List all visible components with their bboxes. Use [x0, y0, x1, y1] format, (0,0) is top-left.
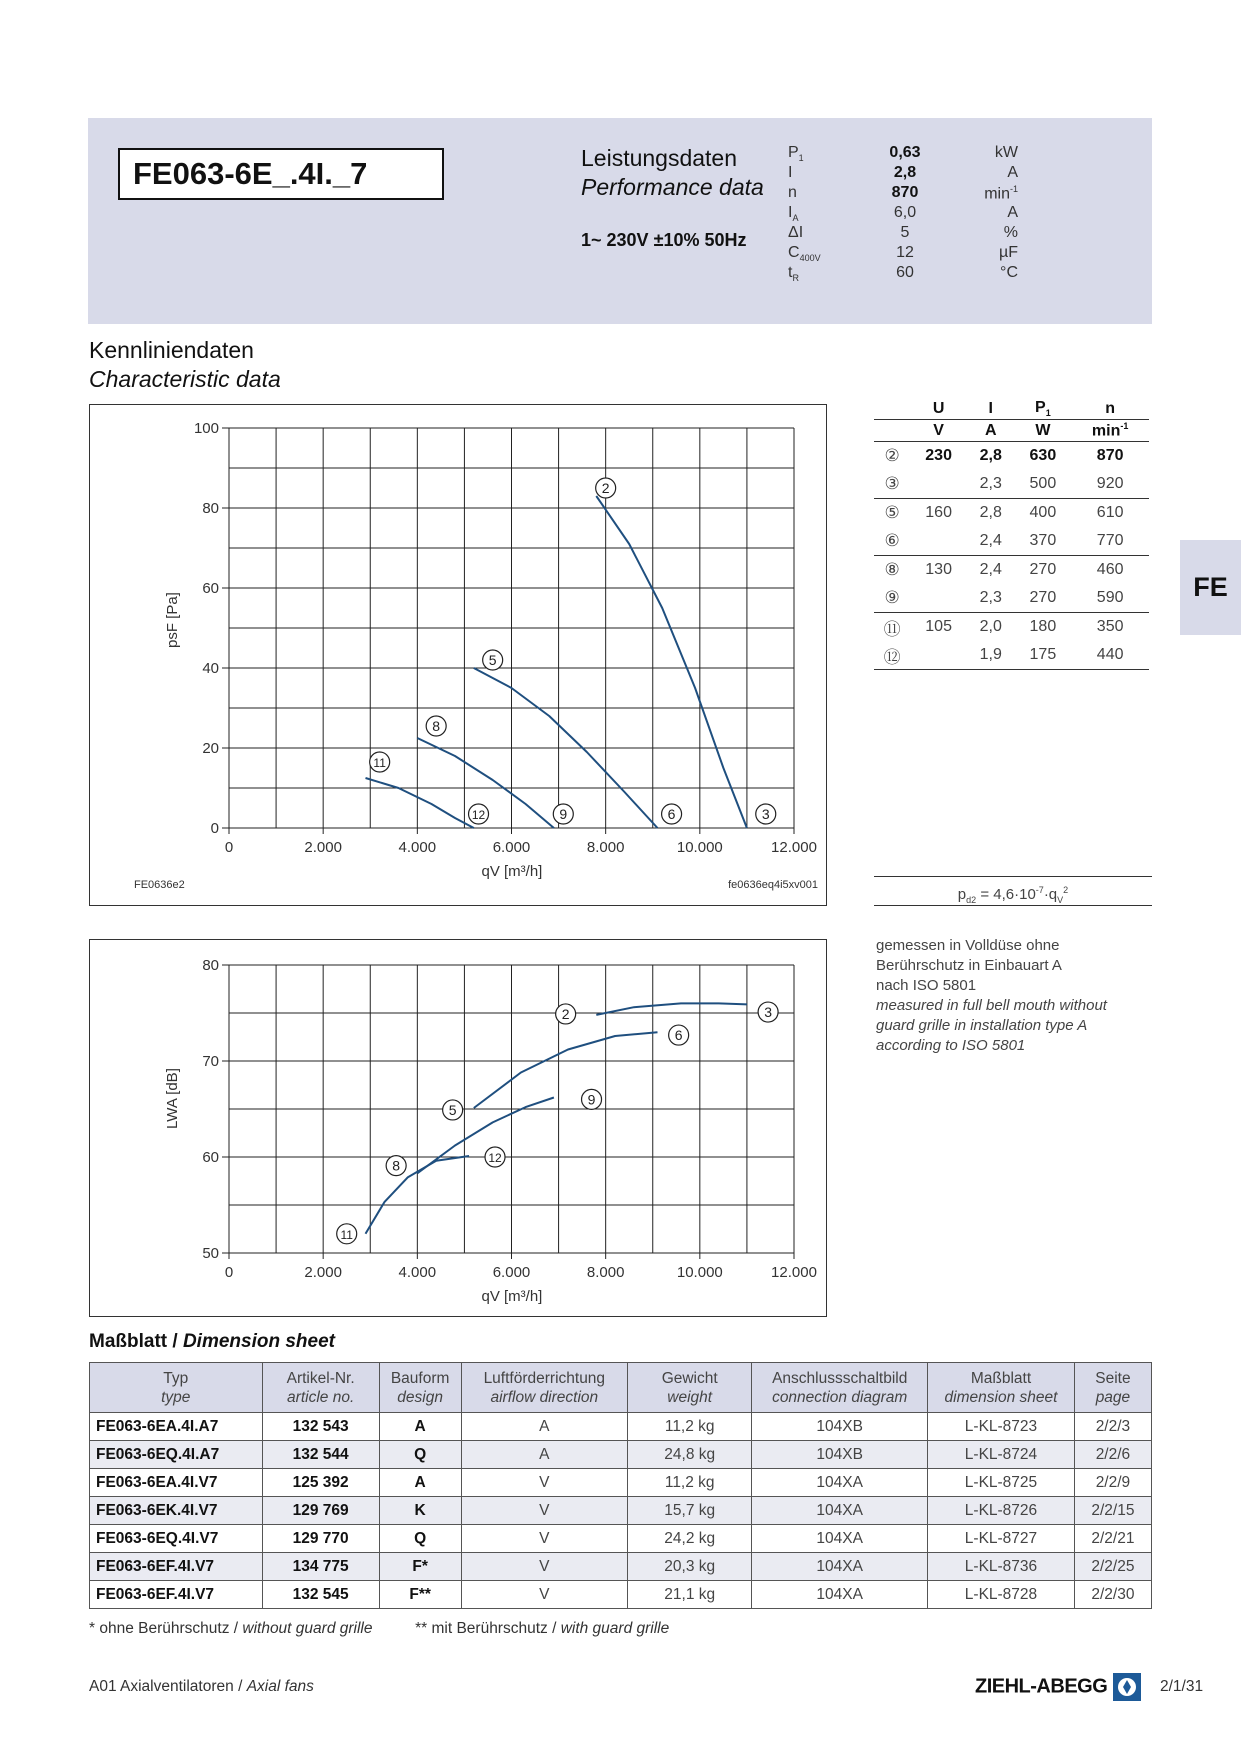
dimension-cell: 2/2/21	[1074, 1525, 1151, 1553]
y-tick-label: 20	[202, 740, 219, 757]
curve-label-text: 2	[601, 480, 610, 496]
dimension-cell: FE063-6EA.4I.V7	[90, 1469, 263, 1497]
param-row	[788, 204, 1018, 224]
param-value: 60	[896, 264, 914, 281]
characteristic-cell-p: 175	[1029, 646, 1057, 663]
x-tick-label: 0	[224, 839, 234, 856]
param-row	[788, 224, 1018, 244]
param-value: 2,8	[893, 164, 917, 181]
curve-label-2	[596, 478, 616, 498]
dimension-header-cell	[1074, 1363, 1151, 1413]
curve-label-5	[443, 1100, 463, 1120]
unit-p: W	[1014, 420, 1071, 442]
footer-category	[89, 1678, 314, 1696]
characteristic-title-en: Characteristic data	[89, 366, 281, 392]
unit-u: V	[910, 420, 967, 442]
dimension-row	[90, 1441, 1152, 1469]
param-unit: $\min^{-1}$	[984, 184, 1018, 203]
characteristic-cell-u	[910, 641, 967, 670]
x-tick-label: 2.000	[304, 839, 342, 856]
dimension-title: Maßblatt / Dimension sheet	[89, 1331, 335, 1352]
series-line-11	[366, 778, 474, 828]
characteristic-cell-i: 2,4	[979, 532, 1002, 549]
param-row	[788, 264, 1018, 284]
characteristic-title-de: Kennliniendaten	[89, 337, 254, 363]
col-id	[874, 398, 910, 420]
brand-name: ZIEHL-ABEGG	[975, 1675, 1108, 1698]
curve-label-2	[556, 1004, 576, 1024]
footnote-b: ** mit Berührschutz /	[415, 1620, 561, 1637]
characteristic-table-body	[874, 442, 1149, 672]
curve-label-11	[337, 1224, 357, 1244]
x-tick-label: 2.000	[304, 1264, 342, 1281]
curve-label-text: 9	[587, 1091, 596, 1108]
dimension-cell: 2/2/9	[1074, 1469, 1151, 1497]
unit-id	[874, 420, 910, 442]
curve-label-6	[669, 1025, 689, 1045]
dimension-cell: 2/2/30	[1074, 1581, 1151, 1609]
curve-label-text: 3	[761, 806, 770, 822]
characteristic-title	[89, 336, 281, 394]
characteristic-row	[874, 641, 1149, 670]
dimension-cell: 104XB	[752, 1441, 928, 1469]
header-en: type	[161, 1388, 191, 1406]
note-line: according to ISO 5801	[876, 1037, 1026, 1054]
x-axis-label: qV [m³/h]	[481, 1288, 543, 1305]
param-unit: °C	[1000, 264, 1018, 281]
dimension-cell: 104XB	[752, 1413, 928, 1441]
curve-label-text: 8	[392, 1157, 401, 1174]
dimension-cell: V	[461, 1581, 628, 1609]
note-line: guard grille in installation type A	[876, 1017, 1088, 1034]
dimension-cell: 104XA	[752, 1581, 928, 1609]
y-tick-label: 70	[202, 1053, 219, 1070]
dimension-header-cell	[379, 1363, 461, 1413]
brand-icon	[1112, 1672, 1142, 1702]
dimension-cell: 21,1 kg	[628, 1581, 752, 1609]
footer-category-en: Axial fans	[246, 1678, 314, 1695]
dimension-title-de: Maßblatt	[89, 1331, 168, 1352]
curve-label-3	[756, 804, 776, 824]
curve-label-text: 12	[471, 808, 486, 822]
header-en: airflow direction	[490, 1388, 599, 1406]
x-tick-label: 12.000	[771, 1264, 817, 1281]
dimension-cell: A	[461, 1441, 628, 1469]
characteristic-cell-n: 920	[1096, 475, 1124, 492]
curve-label-text: 5	[448, 1101, 457, 1118]
characteristic-cell-id: ②	[874, 442, 910, 471]
param-symbol: n	[788, 184, 797, 201]
dimension-header-cell	[262, 1363, 379, 1413]
header-de: Typ	[163, 1369, 189, 1387]
dimension-cell: L-KL-8723	[928, 1413, 1075, 1441]
col-p: $P_1$	[1035, 398, 1051, 419]
dimension-cell: L-KL-8724	[928, 1441, 1075, 1469]
note-line: measured in full bell mouth without	[876, 997, 1107, 1014]
curve-label-text: 11	[340, 1227, 353, 1242]
characteristic-cell-n: 460	[1071, 556, 1149, 585]
param-row	[788, 244, 1018, 264]
x-tick-label: 12.000	[771, 839, 817, 856]
characteristic-cell-i: 2,3	[979, 475, 1002, 492]
param-row	[788, 144, 1018, 164]
header-en: dimension sheet	[944, 1388, 1058, 1406]
unit-n: $\min^{-1}$	[1071, 420, 1149, 442]
characteristic-cell-id: ③	[884, 474, 900, 493]
header-en: connection diagram	[772, 1388, 908, 1406]
header-de: Maßblatt	[970, 1369, 1032, 1387]
y-tick-label: 0	[210, 820, 219, 837]
dimension-cell: 104XA	[752, 1525, 928, 1553]
col-i: I	[988, 399, 993, 417]
dimension-cell: 132 543	[262, 1413, 379, 1441]
characteristic-cell-n: 440	[1096, 646, 1124, 663]
header-en: article no.	[287, 1388, 355, 1406]
characteristic-cell-i: 2,0	[967, 613, 1014, 642]
characteristic-cell-u	[910, 470, 967, 499]
characteristic-cell-u: 130	[910, 556, 967, 585]
characteristic-row	[874, 556, 1149, 585]
characteristic-cell-id: ⑥	[884, 531, 900, 550]
dimension-cell: L-KL-8725	[928, 1469, 1075, 1497]
dimension-cell: L-KL-8726	[928, 1497, 1075, 1525]
curve-label-text: 6	[667, 806, 676, 822]
table-end-rule	[874, 670, 1149, 672]
footnote-b-en: with guard grille	[560, 1620, 670, 1637]
dimension-cell: V	[461, 1553, 628, 1581]
characteristic-cell-p: 270	[1014, 556, 1071, 585]
characteristic-cell-u	[910, 584, 967, 613]
characteristic-row	[874, 470, 1149, 499]
param-unit: µF	[999, 244, 1018, 261]
param-unit: A	[1007, 204, 1018, 221]
dimension-cell: FE063-6EQ.4I.V7	[90, 1525, 263, 1553]
dimension-cell: 15,7 kg	[628, 1497, 752, 1525]
dimension-cell: FE063-6EK.4I.V7	[90, 1497, 263, 1525]
param-symbol: ΔI	[788, 224, 804, 241]
curve-label-text: 3	[764, 1004, 773, 1021]
dimension-cell: 129 770	[262, 1525, 379, 1553]
param-value: 5	[900, 224, 910, 241]
dimension-table-body	[90, 1413, 1152, 1609]
dimension-cell: F**	[379, 1581, 461, 1609]
characteristic-cell-i: 2,3	[979, 589, 1002, 606]
pressure-formula: $p_{d2} = 4,6\cdot 10^{-7}\cdot q_V^2$	[874, 876, 1152, 906]
curve-label-9	[582, 1089, 602, 1109]
dimension-cell: 11,2 kg	[628, 1413, 752, 1441]
x-tick-label: 6.000	[492, 1264, 531, 1281]
dimension-header-cell	[90, 1363, 263, 1413]
x-tick-label: 6.000	[492, 839, 531, 856]
footnote	[89, 1620, 669, 1638]
header-en: page	[1095, 1388, 1131, 1406]
header-de: Gewicht	[661, 1369, 718, 1387]
param-row	[788, 184, 1018, 204]
curve-label-5	[483, 650, 503, 670]
chart-code-left: FE0636e2	[134, 879, 185, 891]
characteristic-cell-u: 230	[910, 442, 967, 471]
footer-category-de: A01 Axialventilatoren /	[89, 1678, 247, 1695]
model-title: FE063-6E_.4I._7	[118, 148, 444, 200]
header-en: weight	[667, 1388, 713, 1406]
characteristic-cell-n: 590	[1096, 589, 1124, 606]
curve-label-12	[469, 804, 489, 824]
x-tick-label: 0	[224, 1264, 234, 1281]
x-tick-label: 8.000	[586, 839, 625, 856]
y-axis-label: LWA [dB]	[164, 1068, 181, 1129]
curve-label-8	[386, 1156, 406, 1176]
characteristic-cell-u: 160	[910, 499, 967, 528]
dimension-row	[90, 1413, 1152, 1441]
x-axis-label: qV [m³/h]	[481, 863, 543, 880]
characteristic-row	[874, 613, 1149, 642]
param-unit: kW	[994, 144, 1018, 161]
dimension-cell: 125 392	[262, 1469, 379, 1497]
dimension-cell: A	[379, 1469, 461, 1497]
param-unit-sup: -1	[1009, 184, 1018, 194]
unit-i: A	[967, 420, 1014, 442]
dimension-cell: FE063-6EF.4I.V7	[90, 1581, 263, 1609]
dimension-header-cell	[461, 1363, 628, 1413]
characteristic-cell-i: 2,4	[967, 556, 1014, 585]
param-subscript: 1	[798, 153, 804, 164]
y-tick-label: 80	[202, 500, 219, 517]
series-line-2	[596, 496, 747, 828]
dimension-cell: V	[461, 1525, 628, 1553]
x-tick-label: 10.000	[676, 839, 723, 856]
curve-label-11	[370, 752, 390, 772]
dimension-cell: 134 775	[262, 1553, 379, 1581]
characteristic-cell-p: 630	[1014, 442, 1071, 471]
curve-label-text: 5	[488, 652, 497, 668]
dimension-cell: 2/2/3	[1074, 1413, 1151, 1441]
param-value: 6,0	[893, 204, 917, 221]
param-subscript: A	[792, 213, 799, 224]
characteristic-cell-u	[910, 527, 967, 556]
dimension-cell: 104XA	[752, 1497, 928, 1525]
dimension-title-en: Dimension sheet	[182, 1331, 335, 1352]
dimension-cell: 2/2/25	[1074, 1553, 1151, 1581]
characteristic-cell-i: 1,9	[979, 646, 1002, 663]
footnote-a: * ohne Berührschutz /	[89, 1620, 243, 1637]
dimension-cell: 24,8 kg	[628, 1441, 752, 1469]
characteristic-cell-n: 350	[1071, 613, 1149, 642]
header-de: Anschlussschaltbild	[772, 1369, 908, 1387]
param-symbol: $I_A$	[788, 204, 799, 224]
characteristic-cell-id: ⑫	[883, 647, 901, 667]
characteristic-cell-p: 400	[1014, 499, 1071, 528]
x-tick-label: 8.000	[586, 1264, 625, 1281]
characteristic-cell-n: 870	[1071, 442, 1149, 471]
curve-label-9	[553, 804, 573, 824]
page-number: 2/1/31	[1160, 1678, 1204, 1695]
characteristic-cell-p: 180	[1014, 613, 1071, 642]
param-symbol: $P_1$	[788, 144, 804, 164]
characteristic-cell-id: ⑧	[874, 556, 910, 585]
x-tick-label: 4.000	[398, 1264, 437, 1281]
curve-label-12	[485, 1147, 505, 1167]
dimension-cell: V	[461, 1469, 628, 1497]
characteristic-cell-n: 770	[1096, 532, 1124, 549]
dimension-header-row	[90, 1363, 1152, 1413]
dimension-cell: A	[379, 1413, 461, 1441]
param-value: 870	[891, 184, 919, 201]
dimension-cell: 104XA	[752, 1553, 928, 1581]
characteristic-cell-i: 2,8	[967, 442, 1014, 471]
header-de: Luftförderrichtung	[483, 1369, 606, 1387]
dimension-cell: L-KL-8727	[928, 1525, 1075, 1553]
characteristic-cell-i: 2,8	[967, 499, 1014, 528]
characteristic-row	[874, 527, 1149, 556]
y-axis-label: psF [Pa]	[164, 592, 181, 648]
curve-label-text: 2	[561, 1005, 570, 1022]
note-line: gemessen in Volldüse ohne	[876, 937, 1060, 954]
curve-label-8	[426, 716, 446, 736]
curve-label-text: 8	[432, 718, 441, 734]
curve-label-6	[662, 804, 682, 824]
characteristic-cell-p: 270	[1029, 589, 1057, 606]
param-value: 12	[896, 244, 914, 261]
dimension-row	[90, 1525, 1152, 1553]
dimension-header-cell	[752, 1363, 928, 1413]
dimension-row	[90, 1581, 1152, 1609]
pressure-chart-frame	[89, 404, 827, 906]
param-symbol: $t_R$	[788, 264, 799, 284]
voltage-rating: 1~ 230V ±10% 50Hz	[581, 230, 747, 250]
dimension-header-cell	[928, 1363, 1075, 1413]
y-tick-label: 40	[202, 660, 219, 677]
dimension-cell: 104XA	[752, 1469, 928, 1497]
dimension-cell: L-KL-8728	[928, 1581, 1075, 1609]
performance-title	[581, 144, 764, 202]
series-line-5	[474, 1032, 658, 1108]
x-tick-label: 10.000	[676, 1264, 723, 1281]
dimension-row	[90, 1497, 1152, 1525]
header-en: design	[397, 1388, 443, 1406]
header-de: Artikel-Nr.	[286, 1369, 355, 1387]
chart-code-right: fe0636eq4i5xv001	[728, 879, 818, 891]
note-line: nach ISO 5801	[876, 977, 977, 994]
param-value: 0,63	[889, 144, 921, 161]
dimension-cell: 129 769	[262, 1497, 379, 1525]
dimension-cell: 132 545	[262, 1581, 379, 1609]
performance-title-de: Leistungsdaten	[581, 145, 738, 171]
dimension-cell: 11,2 kg	[628, 1469, 752, 1497]
curve-label-text: 6	[674, 1027, 683, 1044]
sound-chart	[90, 940, 826, 1316]
dimension-cell: A	[461, 1413, 628, 1441]
dimension-cell: 20,3 kg	[628, 1553, 752, 1581]
characteristic-cell-n: 610	[1071, 499, 1149, 528]
curve-label-text: 11	[373, 756, 386, 770]
param-subscript: 400V	[799, 253, 821, 264]
characteristic-cell-p: 500	[1029, 475, 1057, 492]
param-unit: A	[1007, 164, 1018, 181]
param-unit: %	[1003, 224, 1018, 241]
dimension-cell: 2/2/15	[1074, 1497, 1151, 1525]
characteristic-end	[874, 670, 1149, 672]
col-u: U	[932, 399, 945, 417]
dimension-cell: FE063-6EQ.4I.A7	[90, 1441, 263, 1469]
section-tab: FE	[1180, 540, 1241, 635]
y-tick-label: 60	[202, 1149, 219, 1166]
dimension-cell: 132 544	[262, 1441, 379, 1469]
pressure-chart	[90, 405, 826, 905]
curve-label-text: 9	[559, 806, 568, 822]
curve-label-text: 12	[488, 1151, 502, 1165]
characteristic-cell-u: 105	[910, 613, 967, 642]
characteristic-row	[874, 442, 1149, 471]
dimension-row	[90, 1469, 1152, 1497]
param-symbol: $C_{400V}$	[788, 244, 821, 264]
dimension-cell: F*	[379, 1553, 461, 1581]
header-de: Seite	[1095, 1369, 1131, 1387]
sound-chart-frame	[89, 939, 827, 1317]
dimension-cell: 24,2 kg	[628, 1525, 752, 1553]
curve-label-3	[758, 1002, 778, 1022]
characteristic-row	[874, 584, 1149, 613]
dimension-cell: L-KL-8736	[928, 1553, 1075, 1581]
y-tick-label: 50	[202, 1245, 219, 1262]
y-tick-label: 100	[193, 420, 219, 437]
characteristic-cell-p: 370	[1029, 532, 1057, 549]
dimension-cell: FE063-6EF.4I.V7	[90, 1553, 263, 1581]
param-subscript: R	[792, 273, 799, 284]
x-tick-label: 4.000	[398, 839, 437, 856]
y-tick-label: 80	[202, 957, 219, 974]
brand-logo	[975, 1672, 1142, 1702]
characteristic-table	[874, 398, 1149, 671]
param-symbol: I	[788, 164, 793, 181]
dimension-header-cell	[628, 1363, 752, 1413]
characteristic-cell-id: ⑤	[874, 499, 910, 528]
dimension-row	[90, 1553, 1152, 1581]
dimension-cell: Q	[379, 1441, 461, 1469]
dimension-cell: FE063-6EA.4I.A7	[90, 1413, 263, 1441]
y-tick-label: 60	[202, 580, 219, 597]
dimension-table	[89, 1362, 1152, 1609]
characteristic-cell-id: ⑨	[884, 588, 900, 607]
measurement-note	[876, 936, 1166, 1056]
dimension-cell: V	[461, 1497, 628, 1525]
footnote-a-en: without guard grille	[242, 1620, 373, 1637]
col-n: n	[1105, 399, 1116, 417]
header-de: Bauform	[390, 1369, 450, 1387]
dimension-cell: K	[379, 1497, 461, 1525]
dimension-cell: Q	[379, 1525, 461, 1553]
note-line: Berührschutz in Einbauart A	[876, 957, 1062, 974]
performance-title-en: Performance data	[581, 174, 764, 200]
characteristic-row	[874, 499, 1149, 528]
characteristic-cell-id: ⑪	[874, 613, 910, 642]
dimension-cell: 2/2/6	[1074, 1441, 1151, 1469]
param-row	[788, 164, 1018, 184]
